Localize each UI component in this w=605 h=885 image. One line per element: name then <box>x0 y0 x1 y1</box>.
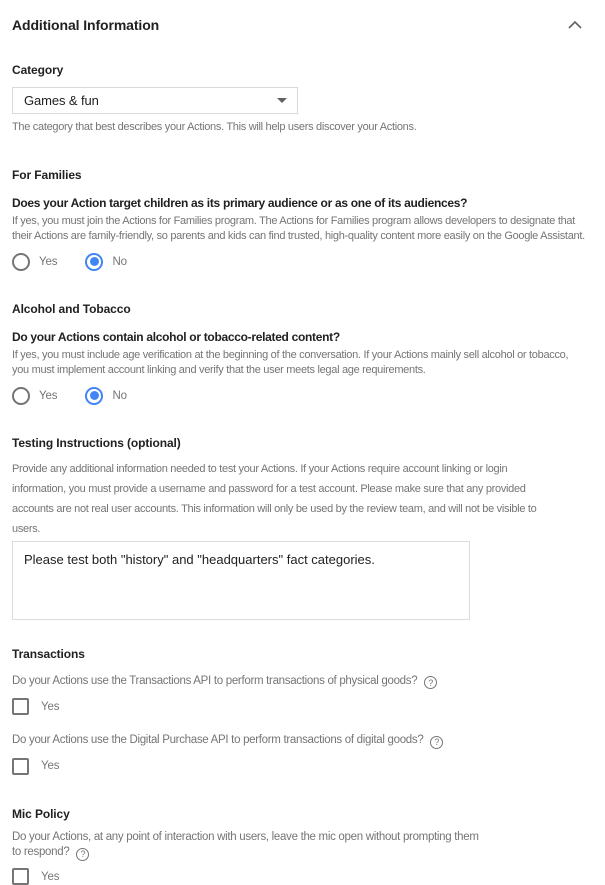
testing-instructions-heading: Testing Instructions (optional) <box>12 436 593 450</box>
caret-down-icon <box>277 98 287 103</box>
transactions-heading: Transactions <box>12 647 593 661</box>
mic-policy-section <box>12 807 593 885</box>
alcohol-tobacco-heading: Alcohol and Tobacco <box>12 302 593 316</box>
transactions-physical-checkbox-row[interactable]: Yes <box>12 698 593 715</box>
section-header <box>12 15 593 35</box>
for-families-helper-text: If yes, you must join the Actions for Families program. The Actions for Families program allows developers to designate that their Actions are family-friendly, so parents and kids can find trusted, high-quality content more easily on the Google Assistant. <box>12 214 593 245</box>
checkbox-unchecked-icon[interactable] <box>12 698 29 715</box>
radio-unselected-icon[interactable] <box>12 253 30 271</box>
testing-instructions-section <box>12 436 593 620</box>
alcohol-tobacco-question: Do your Actions contain alcohol or tobacco-related content? <box>12 330 593 344</box>
testing-instructions-helper-text: Provide any additional information needed to test your Actions. If your Actions require account linking or login information, you must provide a username and password for a test account. Please make sure that any provided accounts are not real user accounts. This information will only be used by the review team, and will not be visible to users. <box>12 459 593 539</box>
for-families-heading: For Families <box>12 168 593 182</box>
category-select[interactable] <box>12 87 298 114</box>
page-title: Additional Information <box>12 17 159 33</box>
mic-policy-checkbox-row[interactable]: Yes <box>12 868 593 885</box>
transactions-digital-question: Do your Actions use the Digital Purchase API to perform transactions of digital goods? ? <box>12 734 593 749</box>
transactions-section <box>12 647 593 775</box>
checkbox-unchecked-icon[interactable] <box>12 758 29 775</box>
for-families-radio-no[interactable]: No <box>85 253 127 271</box>
alcohol-tobacco-helper-text: If yes, you must include age verification at the beginning of the conversation. If your Actions mainly sell alcohol or tobacco, you must implement account linking and verify that the user meets legal age requirements. <box>12 348 593 379</box>
transactions-digital-checkbox-row[interactable]: Yes <box>12 758 593 775</box>
mic-policy-question: Do your Actions, at any point of interaction with users, leave the mic open without prompting them to respond? ? <box>12 830 512 862</box>
testing-instructions-input[interactable] <box>12 541 470 620</box>
collapse-section-button[interactable] <box>565 15 585 35</box>
alcohol-tobacco-radio-no[interactable]: No <box>85 387 127 405</box>
chevron-up-icon <box>568 21 582 29</box>
transactions-physical-question: Do your Actions use the Transactions API to perform transactions of physical goods? ? <box>12 675 593 690</box>
category-section <box>12 63 593 136</box>
radio-selected-icon[interactable] <box>85 253 103 271</box>
category-label: Category <box>12 63 593 77</box>
help-icon[interactable]: ? <box>430 736 443 749</box>
category-helper-text: The category that best describes your Actions. This will help users discover your Actions. <box>12 120 593 136</box>
alcohol-tobacco-section <box>12 302 593 405</box>
help-icon[interactable]: ? <box>424 676 437 689</box>
for-families-radio-yes[interactable]: Yes <box>12 253 57 271</box>
category-selected-value: Games & fun <box>24 93 99 108</box>
radio-unselected-icon[interactable] <box>12 387 30 405</box>
for-families-section <box>12 168 593 271</box>
help-icon[interactable]: ? <box>76 848 89 861</box>
for-families-radio-group <box>12 253 593 271</box>
for-families-question: Does your Action target children as its primary audience or as one of its audiences? <box>12 196 593 210</box>
alcohol-tobacco-radio-group <box>12 387 593 405</box>
mic-policy-heading: Mic Policy <box>12 807 593 821</box>
radio-selected-icon[interactable] <box>85 387 103 405</box>
alcohol-tobacco-radio-yes[interactable]: Yes <box>12 387 57 405</box>
checkbox-unchecked-icon[interactable] <box>12 868 29 885</box>
